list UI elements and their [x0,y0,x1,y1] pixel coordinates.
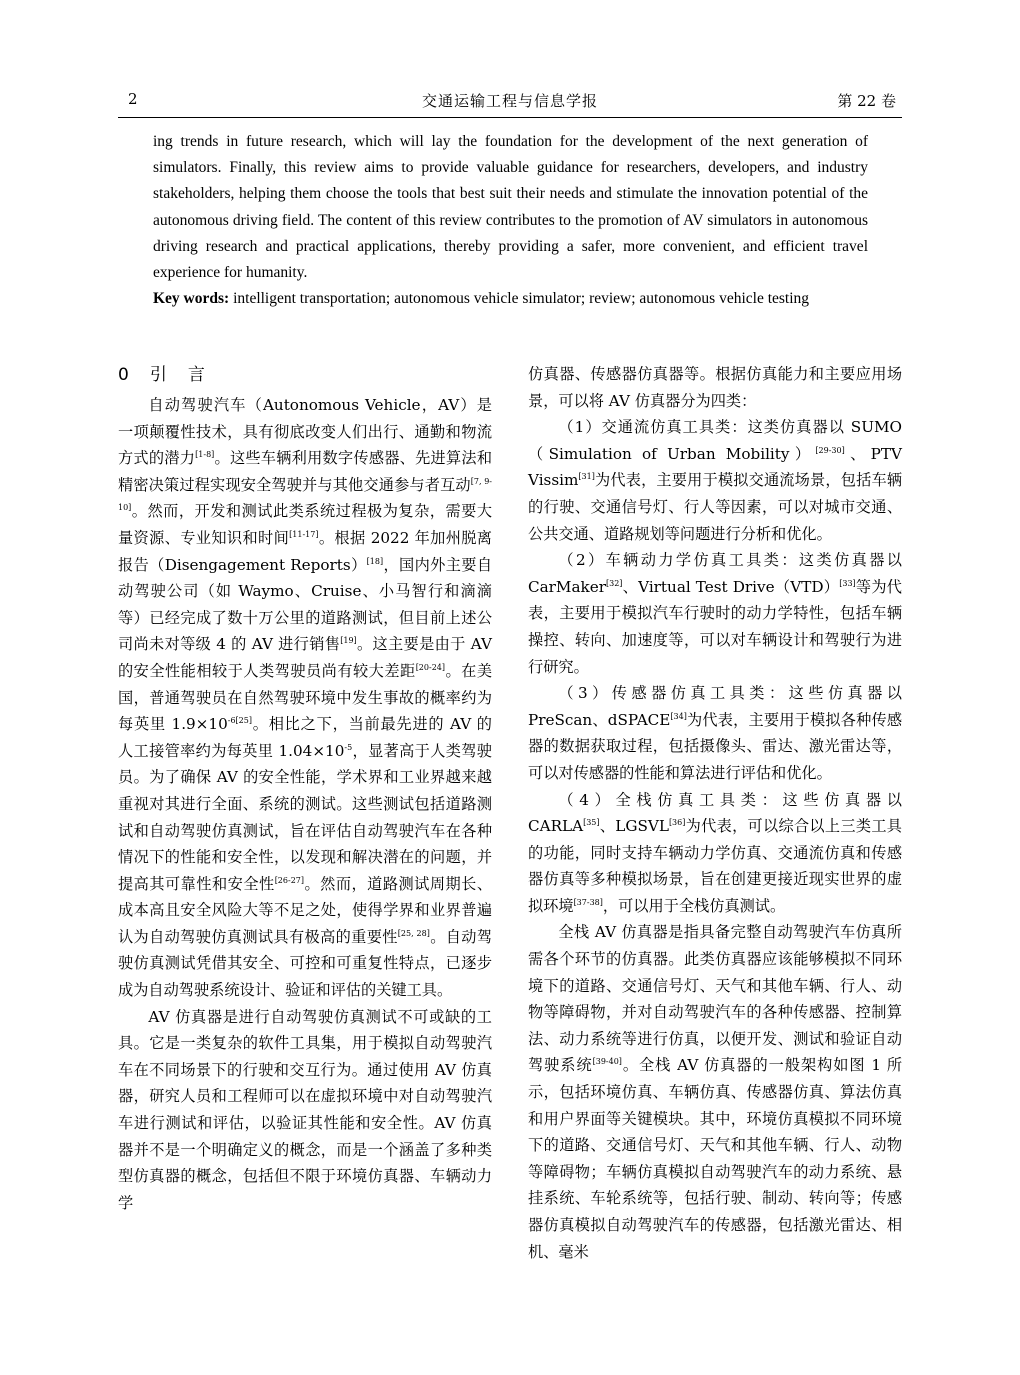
journal-title: 交通运输工程与信息学报 [421,92,598,110]
citation: [29-30] [815,445,845,455]
left-column [118,361,492,1216]
abstract-text: ing trends in future research, which will lay the foundation for the development of the next generation of simulators. Finally, this review aims to provide valuable guidance for researchers, developers, and industry stakeholders, helping them choose the tools that best suit their needs and stimulate the innovation potential of the autonomous driving field. The content of this review contributes to the promotion of AV simulators in autonomous driving research and practical applications, thereby providing a safer, more convenient, and efficient travel experience for humanity. [153,133,868,282]
page-number: 2 [128,90,138,108]
paragraph: （4）全栈仿真工具类：这些仿真器以 CARLA[35]、LGSVL[36]为代表，可以综合以上三类工具的功能，同时支持车辆动力学仿真、交通流仿真和传感器仿真等多种模拟场景，旨在创建更接近现实世界的虚拟环境[37-38]，可以用于全栈仿真测试。 [528,790,902,915]
paragraph: 仿真器、传感器仿真器等。根据仿真能力和主要应用场景，可以将 AV 仿真器分为四类： [528,365,902,410]
volume-label: 第 22 卷 [837,92,896,110]
keywords-label: Key words: [153,290,230,308]
citation: [36] [668,818,686,828]
paragraph: （3）传感器仿真工具类：这些仿真器以 PreScan、dSPACE[34]为代表，主要用于模拟各种传感器的数据获取过程，包括摄像头、雷达、激光雷达等，可以对传感器的性能和算法进行评估和优化。 [528,684,903,782]
citation: [26-27] [274,875,304,885]
keywords-line [153,286,868,312]
exponent: -5 [344,742,353,752]
paragraph: 自动驾驶汽车（Autonomous Vehicle，AV）是一项颠覆性技术，具有彻底改变人们出行、通勤和物流方式的潜力[1-8]。这些车辆利用数字传感器、先进算法和精密决策过程实现安全驾驶并与其他交通参与者互动[7, 9-10]。然而，开发和测试此类系统过程极为复杂，需要大量资源、专业知识和时间[11-17]。根据 2022 年加州脱离报告（Disengagement Reports）[18]，国内外主要自动驾驶公司（如 Waymo、Cruise、小马智行和滴滴等）已经完成了数十万公里的道路测试，但目前上述公司尚未对等级 4 的 AV 进行销售[19]。这主要是由于 AV 的安全性能相较于人类驾驶员尚有较大差距[20-24]。在美国，普通驾驶员在自然驾驶环境中发生事故的概率约为每英里 $1.9\times 10^{-6[25]}$。相比之下，当前最先进的 AV 的人工接管率约为每英里 $1.04\times 10^{-5}$，显著高于人类驾驶员。为了确保 AV 的安全性能，学术界和工业界越来越重视对其进行全面、系统的测试。这些测试包括道路测试和自动驾驶仿真测试，旨在评估自动驾驶汽车在各种情况下的性能和安全性，以发现和解决潜在的问题，并提高其可靠性和安全性[26-27]。然而，道路测试周期长、成本高且安全风险大等不足之处，使得学界和业界普遍认为自动驾驶仿真测试具有极高的重要性[25, 28]。自动驾驶仿真测试凭借其安全、可控和可重复性特点，已逐步成为自动驾驶系统设计、验证和评估的关键工具。 [118,396,493,1000]
citation: [39-40] [592,1057,622,1067]
paragraph: （2）车辆动力学仿真工具类：这类仿真器以 CarMaker[32]、Virtual Test Drive（VTD）[33]等为代表，主要用于模拟汽车行驶时的动力学特性，包括车辆操控、转向、加速度等，可以对车辆设计和驾驶行为进行研究。 [528,551,902,676]
keywords-text: intelligent transportation; autonomous vehicle simulator; review; autonomous vehicle testing [229,290,810,308]
citation: [31] [578,472,595,482]
paragraph: AV 仿真器是进行自动驾驶仿真测试不可或缺的工具。它是一类复杂的软件工具集，用于模拟自动驾驶汽车在不同场景下的行驶和交互行为。通过使用 AV 仿真器，研究人员和工程师可以在虚拟环境中对自动驾驶汽车进行测试和评估，以验证其性能和安全性。AV 仿真器并不是一个明确定义的概念，而是一个涵盖了多种类型仿真器的概念，包括但不限于环境仿真器、车辆动力学 [118,1007,492,1212]
running-header [118,88,902,114]
citation: [18] [366,556,384,566]
citation: [7, 9-10] [118,476,493,513]
citation: [37-38] [573,897,603,907]
citation: [33] [839,578,856,588]
citation: [20-24] [415,662,445,672]
citation: [32] [606,578,623,588]
english-abstract [153,129,868,312]
paragraph: （1）交通流仿真工具类：这类仿真器以 SUMO（Simulation of Urban Mobility）[29-30]、PTV Vissim[31]为代表，主要用于模拟交通流场景，包括车辆的行驶、交通信号灯、行人等因素，可以对城市交通、公共交通、道路规划等问题进行分析和优化。 [528,418,902,543]
citation: [19] [340,636,357,646]
citation: [34] [670,711,687,721]
citation: [1-8] [195,450,215,460]
citation: [25, 28] [397,928,430,938]
citation: [35] [583,818,600,828]
right-column [528,361,902,1265]
section-heading: 0 引 言 [118,365,207,385]
citation: [11-17] [289,529,319,539]
exponent: -6[25] [227,716,252,726]
header-rule [118,117,902,118]
paragraph: 全栈 AV 仿真器是指具备完整自动驾驶汽车仿真所需各个环节的仿真器。此类仿真器应该能够模拟不同环境下的道路、交通信号灯、天气和其他车辆、行人、动物等障碍物，并对自动驾驶汽车的各种传感器、控制算法、动力系统等进行仿真，以便开发、测试和验证自动驾驶系统[39-40]。全栈 AV 仿真器的一般架构如图 1 所示，包括环境仿真、车辆仿真、传感器仿真、算法仿真和用户界面等关键模块。其中，环境仿真模拟不同环境下的道路、交通信号灯、天气和其他车辆、行人、动物等障碍物；车辆仿真模拟自动驾驶汽车的动力系统、悬挂系统、车轮系统等，包括行驶、制动、转向等；传感器仿真模拟自动驾驶汽车的传感器，包括激光雷达、相机、毫米 [528,923,903,1261]
